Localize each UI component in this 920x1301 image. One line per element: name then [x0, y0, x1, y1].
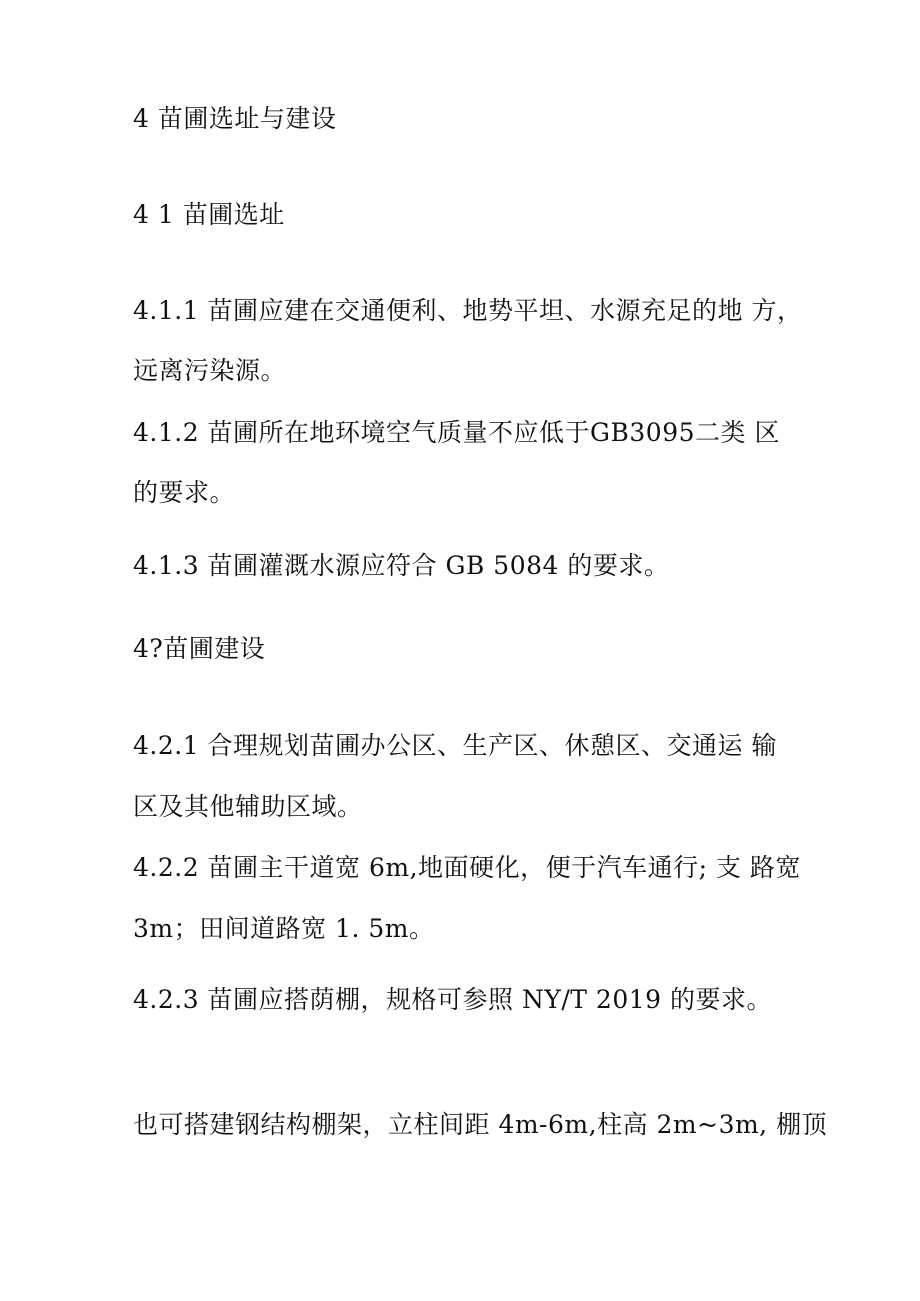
paragraph-4-2-3: 4.2.3 苗圃应搭荫棚，规格可参照 NY/T 2019 的要求。: [133, 985, 772, 1014]
paragraph-4-2-1-line-2: 区及其他辅助区域。: [133, 792, 363, 821]
paragraph-4-1-1-line-1: 4.1.1 苗圃应建在交通便利、地势平坦、水源充足的地 方，: [133, 296, 803, 325]
paragraph-4-1-1-line-2: 远离污染源。: [133, 356, 287, 385]
paragraph-4-1-2-line-2: 的要求。: [133, 478, 236, 507]
section-heading-4: 4 苗圃选址与建设: [133, 104, 337, 133]
paragraph-4-2-2-line-1: 4.2.2 苗圃主干道宽 6m,地面硬化，便于汽车通行; 支 路宽: [133, 853, 801, 882]
paragraph-4-2-1-line-1: 4.2.1 合理规划苗圃办公区、生产区、休憩区、交通运 输: [133, 731, 778, 760]
section-heading-4-2: 4?苗圃建设: [133, 634, 266, 663]
paragraph-4-1-2-line-1: 4.1.2 苗圃所在地环境空气质量不应低于GB3095二类 区: [133, 418, 780, 447]
section-heading-4-1: 4 1 苗圃选址: [133, 200, 285, 229]
paragraph-4-2-2-line-2: 3m；田间道路宽 1. 5m。: [133, 914, 435, 943]
paragraph-steel-structure-line-1: 也可搭建钢结构棚架，立柱间距 4m-6m,柱高 2m~3m, 棚顶: [133, 1110, 828, 1139]
paragraph-4-1-3: 4.1.3 苗圃灌溉水源应符合 GB 5084 的要求。: [133, 551, 670, 580]
